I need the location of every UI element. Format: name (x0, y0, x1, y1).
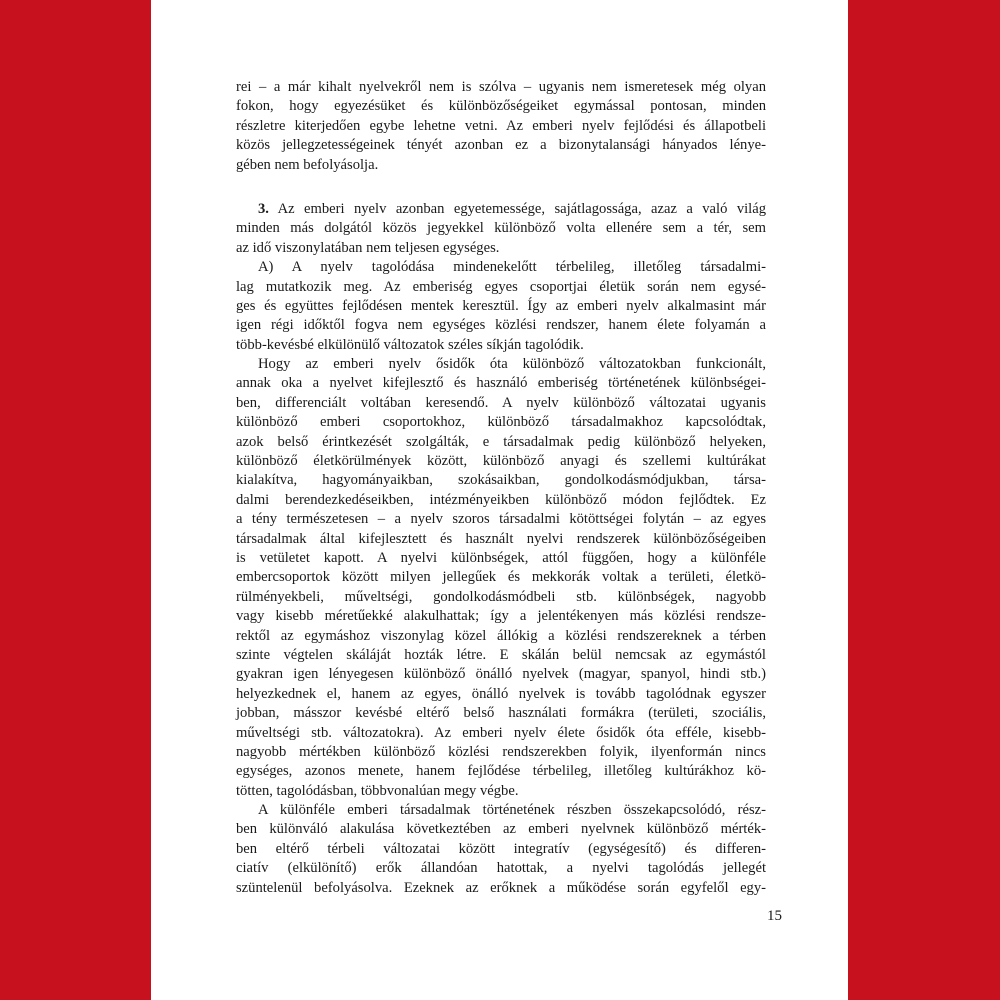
text-line: egységes, azonos menete, hanem fejlődése térbelileg, illetőleg kultúrákhoz kö- (236, 763, 766, 780)
page-number: 15 (767, 908, 782, 924)
paragraph-1 (236, 78, 766, 175)
text-line: ben eltérő térbeli változatai között integratív (egységesítő) és differen- (236, 840, 766, 857)
paragraph-a (236, 258, 766, 355)
text-line: helyezkednek el, hanem az egyes, önálló nyelvek is tovább tagolódnak egyszer (236, 685, 766, 702)
text-line: ciatív (elkülönítő) erők állandóan hatottak, a nyelvi tagolódás jellegét (236, 860, 766, 877)
text-line: fokon, hogy egyezésüket és különbözőségeiket egymással pontosan, minden (236, 98, 766, 115)
text-line: gében nem befolyásolja. (236, 156, 379, 173)
text-line: rülményekbeli, műveltségi, gondolkodásmódbeli stb. különbségek, nagyobb (236, 588, 766, 605)
text-line: minden más dolgától közös jegyekkel különböző volta ellenére sem a tér, sem (236, 220, 766, 237)
text-line: annak oka a nyelvet kifejlesztő és használó emberiség történetének különbségei- (236, 375, 766, 392)
text-line: az idő viszonylatában nem teljesen egységes. (236, 239, 500, 256)
section-number: 3. (258, 200, 269, 217)
section-gap (236, 175, 766, 200)
text-line: kialakítva, hagyományaikban, szokásaikban, gondolkodásmódjukban, társa- (236, 472, 766, 489)
text-line: is vetületet kapott. A nyelvi különbségek, attól függően, hogy a különféle (236, 549, 766, 566)
text-line: embercsoportok között milyen jellegűek és mekkorák voltak a területi, életkö- (236, 569, 766, 586)
text-line: szüntelenül befolyásolva. Ezeknek az erőknek a működése során egyfelől egy- (236, 879, 766, 896)
text-line: különböző életkörülmények között, különböző anyagi és szellemi kultúrákat (236, 453, 766, 470)
text-line: társadalmak által kifejlesztett és használt nyelvi rendszerek különbözőségeiben (236, 530, 766, 547)
text-line: több-kevésbé elkülönülő változatok széles síkján tagolódik. (236, 336, 584, 353)
text-line: 3. Az emberi nyelv azonban egyetemessége, sajátlagossága, azaz a való világ (258, 200, 766, 217)
text-line: lag mutatkozik meg. Az emberiség egyes csoportjai életük során nem egysé- (236, 278, 766, 295)
book-page (151, 0, 848, 1000)
text-line: rektől az egymáshoz viszonylag közel állókig a közlési rendszereknek a térben (236, 627, 766, 644)
paragraph-hogy (236, 355, 766, 801)
text-line: rei – a már kihalt nyelvekről nem is szólva – ugyanis nem ismeretesek még olyan (236, 79, 766, 95)
text-line: közös jellegzetességeinek tényét azonban ez a bizonytalansági hányados lénye- (236, 137, 766, 154)
text-line: gyakran igen lényegesen különböző önálló nyelvek (magyar, spanyol, hindi stb.) (236, 666, 766, 683)
paragraph-kulonfele (236, 801, 766, 898)
text-line: nagyobb mértékben különböző közlési rendszerekben folyik, ilyenformán nincs (236, 743, 766, 760)
text-line: vagy kisebb méretűekké alakulhattak; így a jelentékenyen más közlési rendsze- (236, 608, 766, 625)
text-line: Hogy az emberi nyelv ősidők óta különböző változatokban funkcionált, (258, 356, 766, 373)
text-line: különböző emberi csoportokhoz, különböző társadalmakhoz kapcsolódtak, (236, 414, 766, 431)
left-red-margin (0, 0, 151, 1000)
text-line: ges és együttes fejlődésen mentek keresztül. Így az emberi nyelv alkalmasint már (236, 297, 766, 314)
text-line: tötten, tagolódásban, többvonalúan megy végbe. (236, 782, 519, 799)
text-line: jobban, másszor kevésbé eltérő belső használati formákra (területi, szociális, (236, 705, 766, 722)
text-line: szinte végtelen skáláját hozták létre. E skálán belül nemcsak az egymástól (236, 646, 766, 663)
text-line: részletre kiterjedően egybe lehetne vetni. Az emberi nyelv fejlődési és állapotbeli (236, 117, 766, 134)
text-line: műveltségi stb. változatokra). Az emberi nyelv élete ősidők óta efféle, kisebb- (236, 724, 766, 741)
text-line: A) A nyelv tagolódása mindenekelőtt térbelileg, illetőleg társadalmi- (258, 259, 766, 276)
text-line: igen régi időktől fogva nem egységes közlési rendszer, hanem élete folyamán a (236, 317, 766, 334)
text-line: dalmi berendezkedéseikben, intézményeikben különböző módon fejlődtek. Ez (236, 491, 766, 508)
text-line: ben, differenciált voltában keresendő. A nyelv különböző változatai ugyanis (236, 394, 766, 411)
text-line: azok belső érintkezését szolgálták, e társadalmak pedig különböző helyeken, (236, 433, 766, 450)
text-line: a tény természetesen – a nyelv szoros társadalmi kötöttségei folytán – az egyes (236, 511, 766, 528)
right-red-margin (848, 0, 1000, 1000)
text-line: A különféle emberi társadalmak történetének részben összekapcsolódó, rész- (258, 802, 766, 819)
paragraph-section-3 (236, 200, 766, 258)
body-text (236, 78, 766, 898)
text-line: ben különváló alakulása következtében az emberi nyelvnek különböző mérték- (236, 821, 766, 838)
